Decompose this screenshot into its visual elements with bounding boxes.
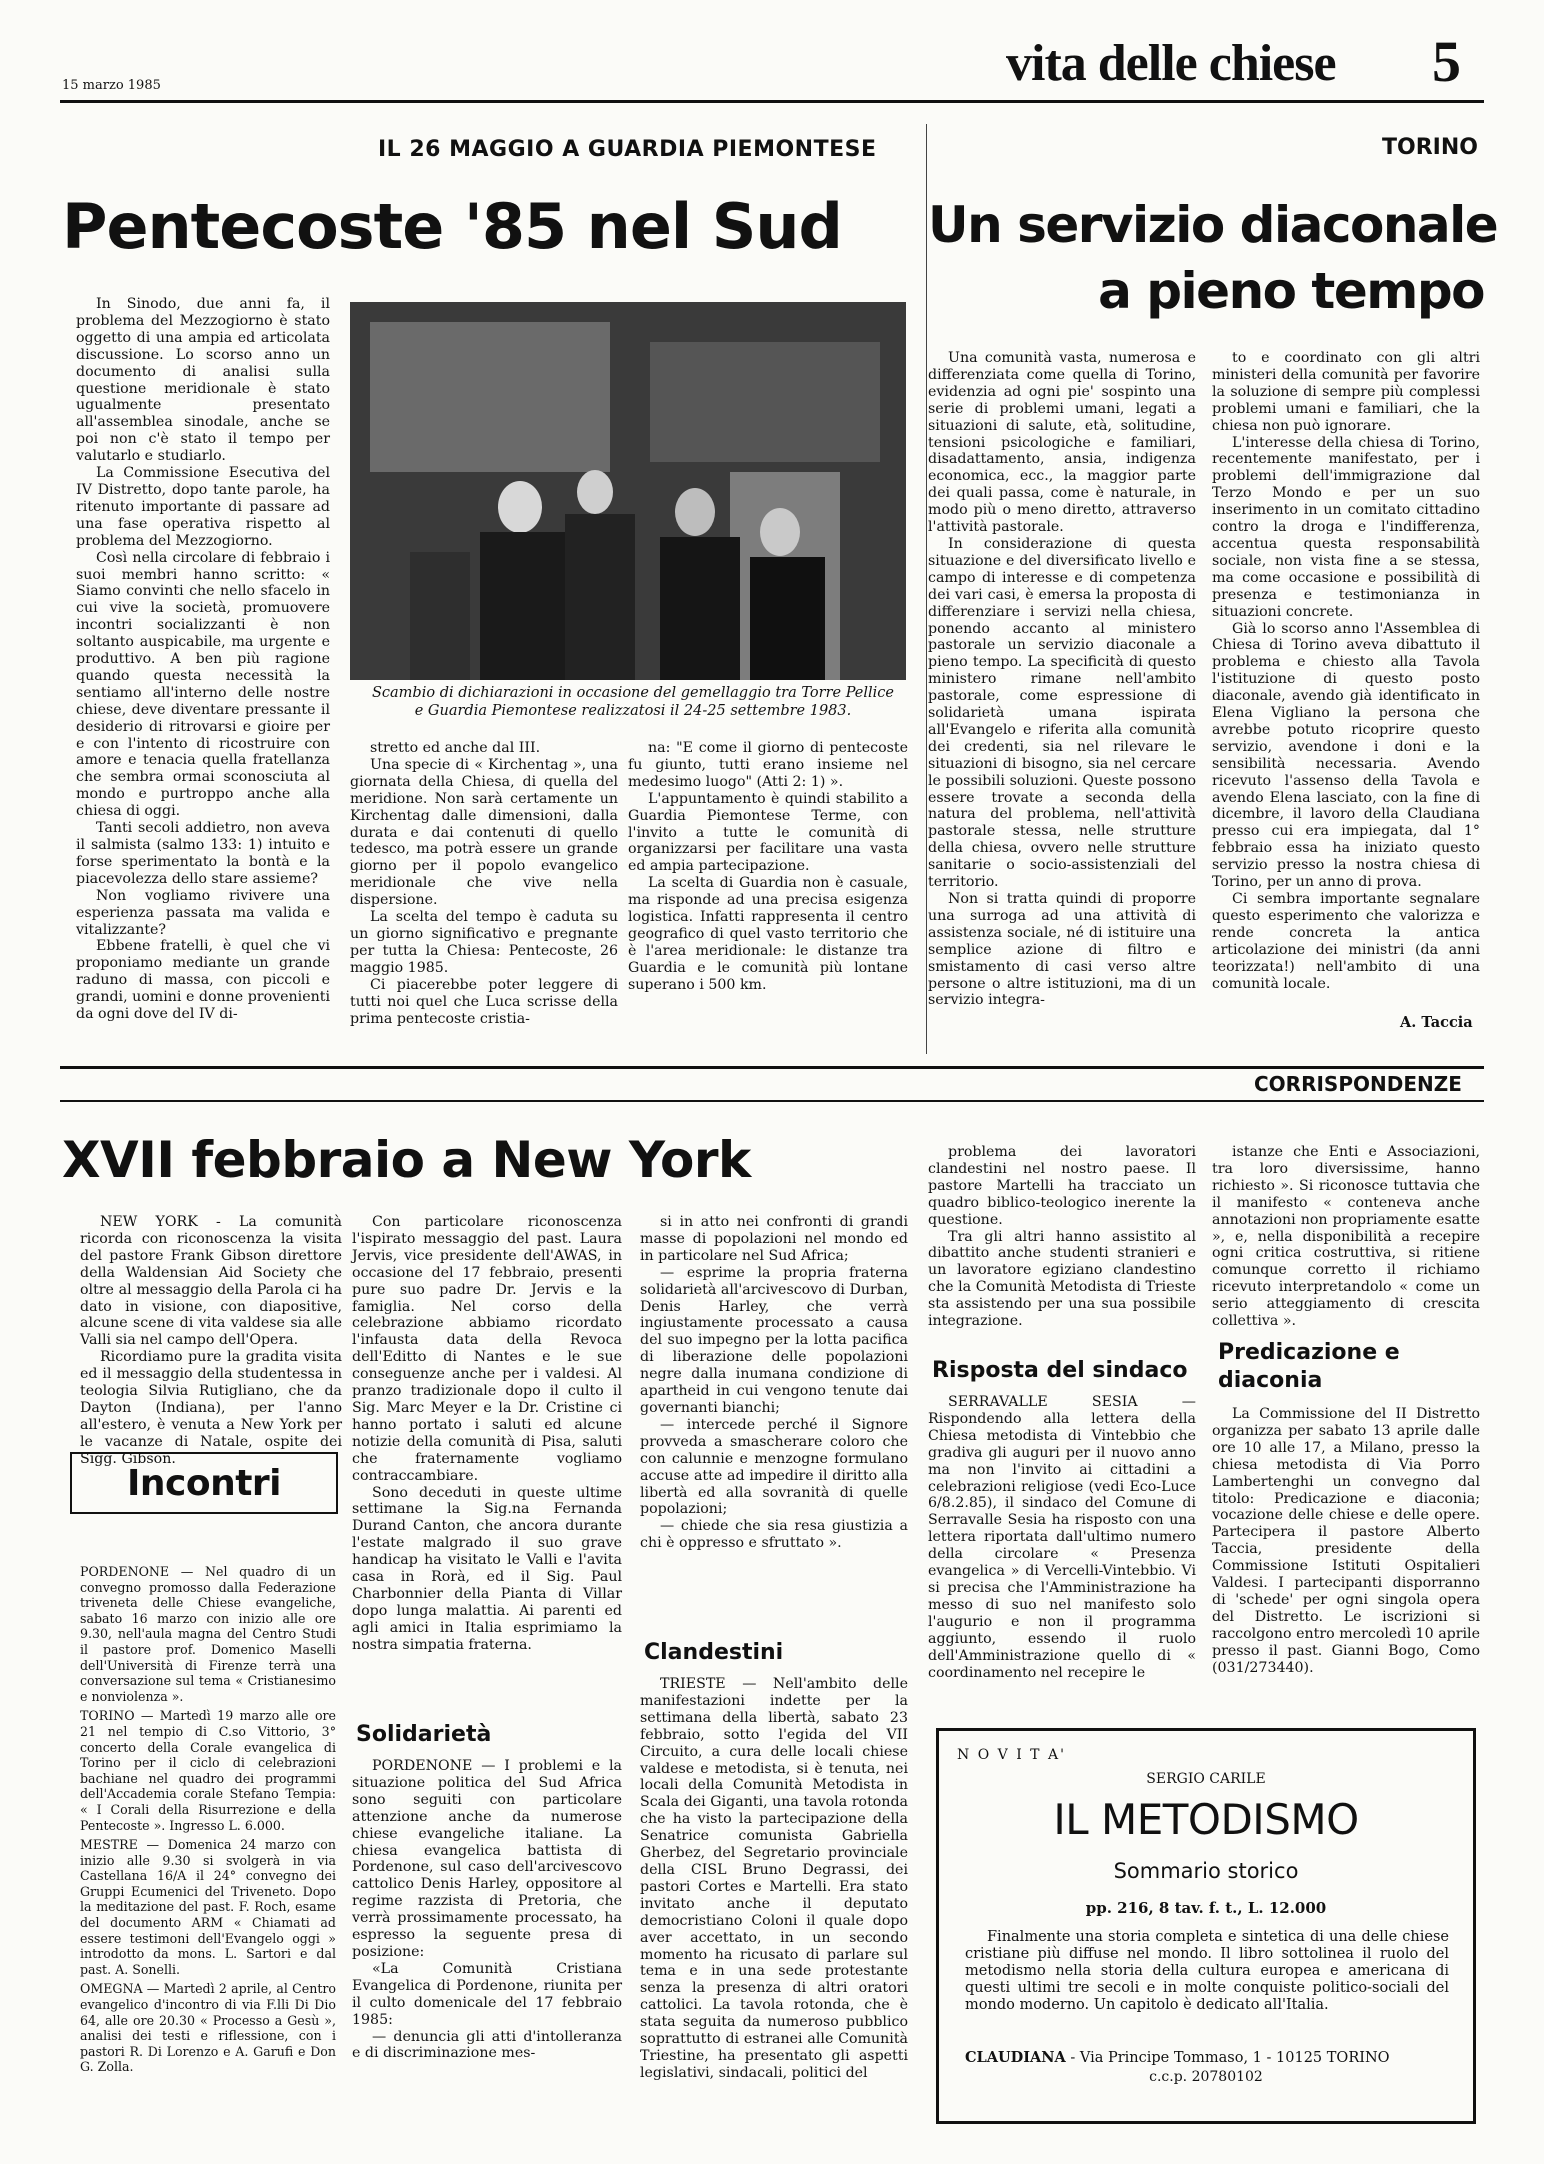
ny-column-1: NEW YORK - La comunità ricorda con riconoscenza la visita del pastore Frank Gibson direttore della Waldensian Aid Society che oltre al messaggio della Parola ci ha dato in visione, con diapositive, alcune scene di vita valdese sia alle Valli sia nel campo dell'Opera. Ricordiamo pure la gradita visita ed il messaggio della studentessa in teologia Silvia Rutigliano, che da Dayton (Indiana), per l'anno all'estero, è venuta a New York per le vacanze di Natale, ospite dei Sigg. Gibson. bbox=[80, 1214, 342, 1467]
news-photo bbox=[350, 302, 906, 680]
ad-book-description: Finalmente una storia completa e sintetica di una delle chiese cristiane più diffuse nel mondo. Il libro sottolinea il ruolo del metodismo nella storia della cultura europea e americana di questi ultimi tre secoli e in molte conquiste politico-sociali del mondo moderno. Un capitolo è dedicato all'Italia. bbox=[965, 1929, 1449, 2013]
article-kicker: IL 26 MAGGIO A GUARDIA PIEMONTESE bbox=[378, 137, 877, 162]
incontri-title-box bbox=[70, 1452, 338, 1514]
solidarieta-body: PORDENONE — I problemi e la situazione politica del Sud Africa sono seguiti con particolare attenzione anche da numerose chiese evangeliche italiane. La chiesa evangelica battista di Pordenone, sul caso dell'arcivescovo cattolico Denis Harley, oppositore al regime razzista di Pretoria, che verrà prossimamente processato, ha espresso la seguente presa di posizione: «La Comunità Cristiana Evangelica di Pordenone, riunita per il culto domenicale del 17 febbraio 1985: — denuncia gli atti d'intolleranza e di discriminazione mes- bbox=[352, 1758, 622, 2062]
ad-publisher bbox=[965, 2049, 1449, 2066]
incontri-item: TORINO — Martedì 19 marzo alle ore 21 nel tempio di C.so Vittorio, 3° concerto della Corale evangelica di Torino per il ciclo di celebrazioni bachiane nel quadro dei programmi dell'Accademia corale Stefano Tempia: « I Corali della Risurrezione e della Pentecoste ». Ingresso L. 6.000. bbox=[80, 1708, 336, 1833]
ny-headline: XVII febbraio a New York bbox=[62, 1131, 751, 1189]
article-headline-right-1: Un servizio diaconale bbox=[928, 196, 1498, 254]
ad-book-specs: pp. 216, 8 tav. f. t., L. 12.000 bbox=[1085, 1899, 1327, 1917]
article-headline-right-2: a pieno tempo bbox=[1098, 262, 1484, 320]
section-label: CORRISPONDENZE bbox=[1254, 1072, 1462, 1096]
sindaco-heading: Risposta del sindaco bbox=[932, 1358, 1188, 1383]
ad-book-subtitle: Sommario storico bbox=[1113, 1859, 1299, 1883]
incontri-item: OMEGNA — Martedì 2 aprile, al Centro evangelico d'incontro di via F.lli Di Dio 64, alle ore 20.30 « Processo a Gesù », analisi dei testi e riflessione, con i pastori R. Di Lorenzo e A. Garufi e Don G. Zolla. bbox=[80, 1981, 336, 2075]
column-5-top: istanze che Enti e Associazioni, tra loro diversissime, hanno richiesto ». Si riconosce tuttavia che il manifesto « conteneva anche annotazioni non propriamente esatte », e, nella disponibilità a recepire ogni critica costruttiva, si ritiene comunque corretto il richiamo ricevuto interpretandolo « come un serio atteggiamento di crescita collettiva ». bbox=[1212, 1144, 1480, 1330]
photo-caption: Scambio di dichiarazioni in occasione del gemellaggio tra Torre Pellice e Guardia Piemontese realizzatosi il 24-25 settembre 1983. bbox=[371, 685, 894, 719]
ad-novita: N O V I T A' bbox=[957, 1747, 1066, 1763]
book-advertisement bbox=[936, 1728, 1476, 2124]
ad-ccp: c.c.p. 20780102 bbox=[1149, 2069, 1263, 2085]
article-right-column-2: to e coordinato con gli altri ministeri della comunità per favorire la soluzione di sempre più complessi problemi umani e familiari, che la chiesa non può ignorare. L'interesse della chiesa di Torino, recentemente manifestato, per i problemi dell'immigrazione dal Terzo Mondo e per un suo inserimento in un comitato cittadino contro la droga e l'indifferenza, accentua questa responsabilità sociale, non vista fine a se stessa, ma come occasione e possibilità di presenza e testimonianza in situazioni concrete. Già lo scorso anno l'Assemblea di Chiesa di Torino aveva dibattuto il problema e chiesto alla Tavola l'istituzione di questo posto diaconale, avendo già identificato in Elena Vigliano la persona che avrebbe potuto ricoprire questo servizio, avendone i doni e la sensibilità necessaria. Avendo ricevuto l'assenso della Tavola e avendo Elena lasciato, con la fine di dicembre, il lavoro della Claudiana presso cui era impiegata, dal 1° febbraio essa ha iniziato questo servizio presso la nostra chiesa di Torino, per un anno di prova. Ci sembra importante segnalare questo esperimento che valorizza e rende concreta la antica articolazione dei ministri (da anni teorizzata!) nell'ambito di una comunità locale. bbox=[1212, 350, 1480, 992]
incontri-item: PORDENONE — Nel quadro di un convegno promosso dalla Federazione triveneta delle Chiese evangeliche, sabato 16 marzo con inizio alle ore 9.30, nell'aula magna del Centro Studi il pastore prof. Domenico Maselli dell'Università di Firenze terrà una conversazione sul tema « Cristianesimo e nonviolenza ». bbox=[80, 1564, 336, 1704]
ny-column-2: Con particolare riconoscenza l'ispirato messaggio del past. Laura Jervis, vice presidente dell'AWAS, in occasione del 17 febbraio, presenti pure suo padre Dr. Jervis e la famiglia. Nel corso della celebrazione abbiamo ricordato l'infausta data della Revoca dell'Editto di Nantes e le sue conseguenze anche per i valdesi. Al pranzo tradizionale dopo il culto il Sig. Marc Meyer e la Dr. Cristine ci hanno portato i saluti ed alcune notizie della comunità di Pisa, saluti che fraternamente vogliamo contraccambiare. Sono deceduti in queste ultime settimane la Sig.na Fernanda Durand Canton, che ancora durante l'estate malgrado il suo grave handicap ha visitato le Valli e l'avita casa in Rorà, ed il Sig. Paul Charbonnier della Pianta di Villar dopo lunga malattia. Ai parenti ed agli amici in Italia esprimiamo la nostra simpatia fraterna. bbox=[352, 1214, 622, 1653]
article-signature: A. Taccia bbox=[1400, 1014, 1473, 1031]
page-number: 5 bbox=[1432, 29, 1461, 94]
section-title: vita delle chiese bbox=[1006, 35, 1336, 92]
incontri-title: Incontri bbox=[126, 1462, 282, 1504]
column-divider bbox=[926, 124, 927, 1054]
incontri-item: MESTRE — Domenica 24 marzo con inizio alle 9.30 si svolgerà in via Castellana 16/A il 24° convegno dei Gruppi Ecumenici del Triveneto. Dopo la meditazione del past. F. Roch, esame del documento ARM « Chiamati ad essere testimoni dell'Evangelo oggi » introdotto da mons. L. Sartori e dal past. A. Sonelli. bbox=[80, 1837, 336, 1977]
masthead-rule bbox=[60, 100, 1484, 103]
predicazione-heading-2: diaconia bbox=[1218, 1368, 1323, 1393]
ad-publisher-name: CLAUDIANA bbox=[965, 2049, 1066, 2066]
issue-date: 15 marzo 1985 bbox=[62, 78, 161, 93]
predicazione-body: La Commissione del II Distretto organizza per sabato 13 aprile dalle ore 10 alle 17, a Milano, presso la chiesa metodista di Via Porro Lambertenghi un convegno dal titolo: Predicazione e diaconia; vocazione delle chiese e delle opere. Partecipera il pastore Alberto Taccia, presidente della Commissione Istituti Ospitalieri Valdesi. I partecipanti disporranno di 'schede' per ogni singola opera del Distretto. Le iscrizioni si raccolgono entro mercoledì 10 aprile presso il past. Gianni Bogo, Como (031/273440). bbox=[1212, 1406, 1480, 1676]
predicazione-heading-1: Predicazione e bbox=[1218, 1340, 1400, 1365]
article-column-3: na: "E come il giorno di pentecoste fu giunto, tutti erano insieme nel medesimo luogo" (Atti 2: 1) ». L'appuntamento è quindi stabilito a Guardia Piemontese Terme, con l'invito a tutte le comunità di organizzarsi per facilitare una vasta ed ampia partecipazione. La scelta di Guardia non è casuale, ma risponde ad una precisa esigenza logistica. Infatti rappresenta il centro geografico di quel vasto territorio che è l'area meridionale: le distanze tra Guardia e le comunità più lontane superano i 500 km. bbox=[628, 740, 908, 993]
ad-author: SERGIO CARILE bbox=[1146, 1771, 1266, 1787]
solidarieta-heading: Solidarietà bbox=[356, 1722, 492, 1747]
article-headline: Pentecoste '85 nel Sud bbox=[62, 190, 842, 263]
photo-illustration bbox=[350, 302, 906, 680]
section-rule-2 bbox=[60, 1100, 1484, 1102]
column-4-top: problema dei lavoratori clandestini nel nostro paese. Il pastore Martelli ha tracciato un quadro biblico-teologico inerente la questione. Tra gli altri hanno assistito al dibattito anche studenti stranieri e un lavoratore egiziano clandestino che la Comunità Metodista di Trieste sta assistendo per una sua possibile integrazione. bbox=[928, 1144, 1196, 1330]
section-rule bbox=[60, 1066, 1484, 1069]
clandestini-heading: Clandestini bbox=[644, 1640, 784, 1665]
ad-publisher-address: - Via Principe Tommaso, 1 - 10125 TORINO bbox=[1070, 2050, 1390, 2066]
ny-column-3: si in atto nei confronti di grandi masse di popolazioni nel mondo ed in particolare nel Sud Africa; — esprime la propria fraterna solidarietà all'arcivescovo di Durban, Denis Harley, che verrà ingiustamente processato a causa del suo impegno per la lotta pacifica di liberazione delle popolazioni negre dalla inumana condizione di apartheid in cui vengono tenute dai governanti bianchi; — intercede perché il Signore provveda a smascherare coloro che con calunnie e menzogne formulano accuse atte ad impedire il diritto alla libertà ed alla sovranità di quelle popolazioni; — chiede che sia resa giustizia a chi è oppresso e sfruttato ». bbox=[640, 1214, 908, 1552]
article-column-1: In Sinodo, due anni fa, il problema del Mezzogiorno è stato oggetto di una ampia ed articolata discussione. Lo scorso anno un documento di analisi sulla questione meridionale è stato ugualmente presentato all'assemblea sinodale, anche se poi non c'è stato il tempo per valutarlo e studiarlo. La Commissione Esecutiva del IV Distretto, dopo tante parole, ha ritenuto importante di passare ad una fase operativa rispetto al problema del Mezzogiorno. Così nella circolare di febbraio i suoi membri hanno scritto: « Siamo convinti che nello sfacelo in cui vive la società, promuovere incontri socializzanti è non soltanto auspicabile, ma urgente e produttivo. A ben più ragione quando questa necessità la sentiamo all'interno delle nostre chiese, deve diventare pressante il desiderio di ritrovarsi e gioire per e con l'intento di ricostruire con amore e tenacia quella fratellanza che sembra ormai sconosciuta al mondo e purtroppo anche alla chiesa di oggi. Tanti secoli addietro, non aveva il salmista (salmo 133: 1) intuito e forse sperimentato la bontà e la piacevolezza dello stare assieme? Non vogliamo rivivere una esperienza passata ma valida e vitalizzante? Ebbene fratelli, è quel che vi proponiamo mediante un grande raduno di massa, con piccoli e grandi, uomini e donne provenienti da ogni dove del IV di- bbox=[76, 296, 330, 1023]
incontri-list bbox=[80, 1564, 336, 2136]
article-right-column-1: Una comunità vasta, numerosa e differenziata come quella di Torino, evidenzia ad ogni pie' sospinto una serie di problemi umani, legati a situazioni di salute, età, solitudine, tensioni psicologiche e familiari, disadattamento, ansia, indigenza economica, ecc., la maggior parte dei quali passa, come è naturale, in modo più o meno diretto, attraverso l'attività pastorale. In considerazione di questa situazione e del diversificato livello e campo di interesse e di competenza dei vari casi, è emersa la proposta di differenziare i servizi nella chiesa, ponendo accanto al ministero pastorale un servizio diaconale a pieno tempo. La specificità di questo ministero rimane nell'ambito pastorale, come espressione di solidarietà umana ispirata all'Evangelo e riferita alla comunità dei credenti, sia nel rilevare le situazioni di bisogno, sia nel cercare le possibili soluzioni. Queste possono essere trovate a seconda della natura del problema, nell'attività pastorale stessa, nelle strutture della chiesa, ovvero nelle strutture sanitarie o socio-assistenziali del territorio. Non si tratta quindi di proporre una surroga ad una attività di assistenza sociale, né di istituire una semplice azione di filtro e smistamento di casi verso altre persone o altre istituzioni, ma di un servizio integra- bbox=[928, 350, 1196, 1009]
ad-book-title: IL METODISMO bbox=[1053, 1795, 1359, 1844]
clandestini-body: TRIESTE — Nell'ambito delle manifestazioni indette per la settimana della libertà, sabato 23 febbraio, sotto l'egida del VII Circuito, a cura delle locali chiese valdese e metodista, si è tenuta, nei locali della Comunità Metodista in Scala dei Giganti, una tavola rotonda che ha visto la partecipazione della Senatrice comunista Gabriella Gherbez, del Segretario provinciale della CISL Bruno Degrassi, dei pastori Cortes e Martelli. Era stato invitato anche il deputato democristiano Coloni il quale dopo aver accettato, in un secondo momento ha ricusato di parlare sul tema e in una sede protestante senza la presenza di altri oratori cattolici. La tavola rotonda, che è stata seguita da numeroso pubblico soprattutto di estranei alle Comunità Triestine, ha presentato gli aspetti legislativi, sindacali, politici del bbox=[640, 1676, 908, 2081]
article-kicker-right: TORINO bbox=[1382, 135, 1478, 160]
article-column-2: stretto ed anche dal III. Una specie di « Kirchentag », una giornata della Chiesa, di quella del meridione. Non sarà certamente un Kirchentag dalle dimensioni, dalla durata e dai contenuti di quello tedesco, ma potrà essere un grande giorno per il popolo evangelico meridionale che vive nella dispersione. La scelta del tempo è caduta su un giorno significativo e pregnante per tutta la Chiesa: Pentecoste, 26 maggio 1985. Ci piacerebbe poter leggere di tutti noi quel che Luca scrisse della prima pentecoste cristia- bbox=[350, 740, 618, 1027]
sindaco-body: SERRAVALLE SESIA — Rispondendo alla lettera della Chiesa metodista di Vintebbio che gradiva gli auguri per il nuovo anno ma non l'invito ai cittadini a celebrazioni religiose (vedi Eco-Luce 6/8.2.85), il sindaco del Comune di Serravalle Sesia ha risposto con una lettera riportata dall'ultimo numero della circolare « Presenza evangelica » di Vercelli-Vintebbio. Vi si precisa che l'Amministrazione ha messo di suo nel manifesto solo l'augurio e non il programma aggiunto, essendo il ruolo dell'Amministrazione quello di « coordinamento nel recepire le bbox=[928, 1394, 1196, 1681]
